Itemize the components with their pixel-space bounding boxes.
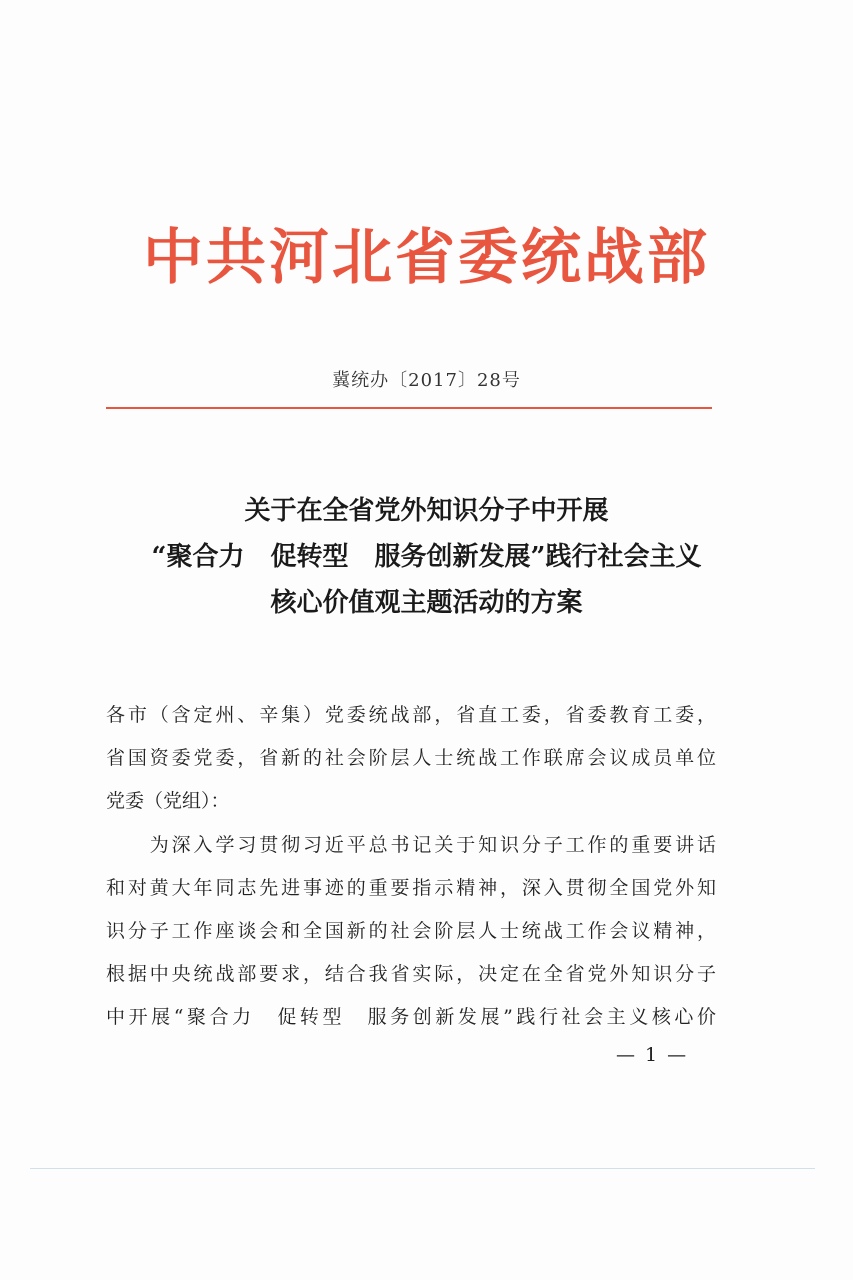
paragraph-line: 和对黄大年同志先进事迹的重要指示精神，深入贯彻全国党外知	[106, 876, 716, 899]
document-title-line: 核心价值观主题活动的方案	[270, 588, 583, 618]
addressee-line: 各市（含定州、辛集）党委统战部，省直工委，省委教育工委，	[106, 704, 716, 726]
addressee-line: 省国资委党委，省新的社会阶层人士统战工作联席会议成员单位	[106, 747, 716, 770]
page-bottom-edge-line	[30, 1168, 815, 1169]
document-title-line: 关于在全省党外知识分子中开展	[244, 496, 609, 526]
document-title-line: “聚合力 促转型 服务创新发展”践行社会主义	[151, 542, 702, 572]
document-body	[106, 694, 716, 1040]
header-red-rule	[106, 407, 712, 409]
document-number: 冀统办〔2017〕28号	[332, 370, 521, 391]
issuing-authority-title: 中共河北省委统战部	[143, 223, 710, 293]
paragraph-line: 根据中央统战部要求，结合我省实际，决定在全省党外知识分子	[106, 963, 716, 986]
document-title	[60, 488, 793, 626]
addressee-line: 党委（党组）：	[106, 790, 230, 813]
paragraph-line: 识分子工作座谈会和全国新的社会阶层人士统战工作会议精神，	[106, 919, 716, 942]
paragraph-line: 中开展“聚合力 促转型 服务创新发展”践行社会主义核心价	[106, 1006, 716, 1029]
page-number: — 1 —	[616, 1044, 689, 1066]
paragraph-line: 为深入学习贯彻习近平总书记关于知识分子工作的重要讲话	[106, 833, 716, 856]
